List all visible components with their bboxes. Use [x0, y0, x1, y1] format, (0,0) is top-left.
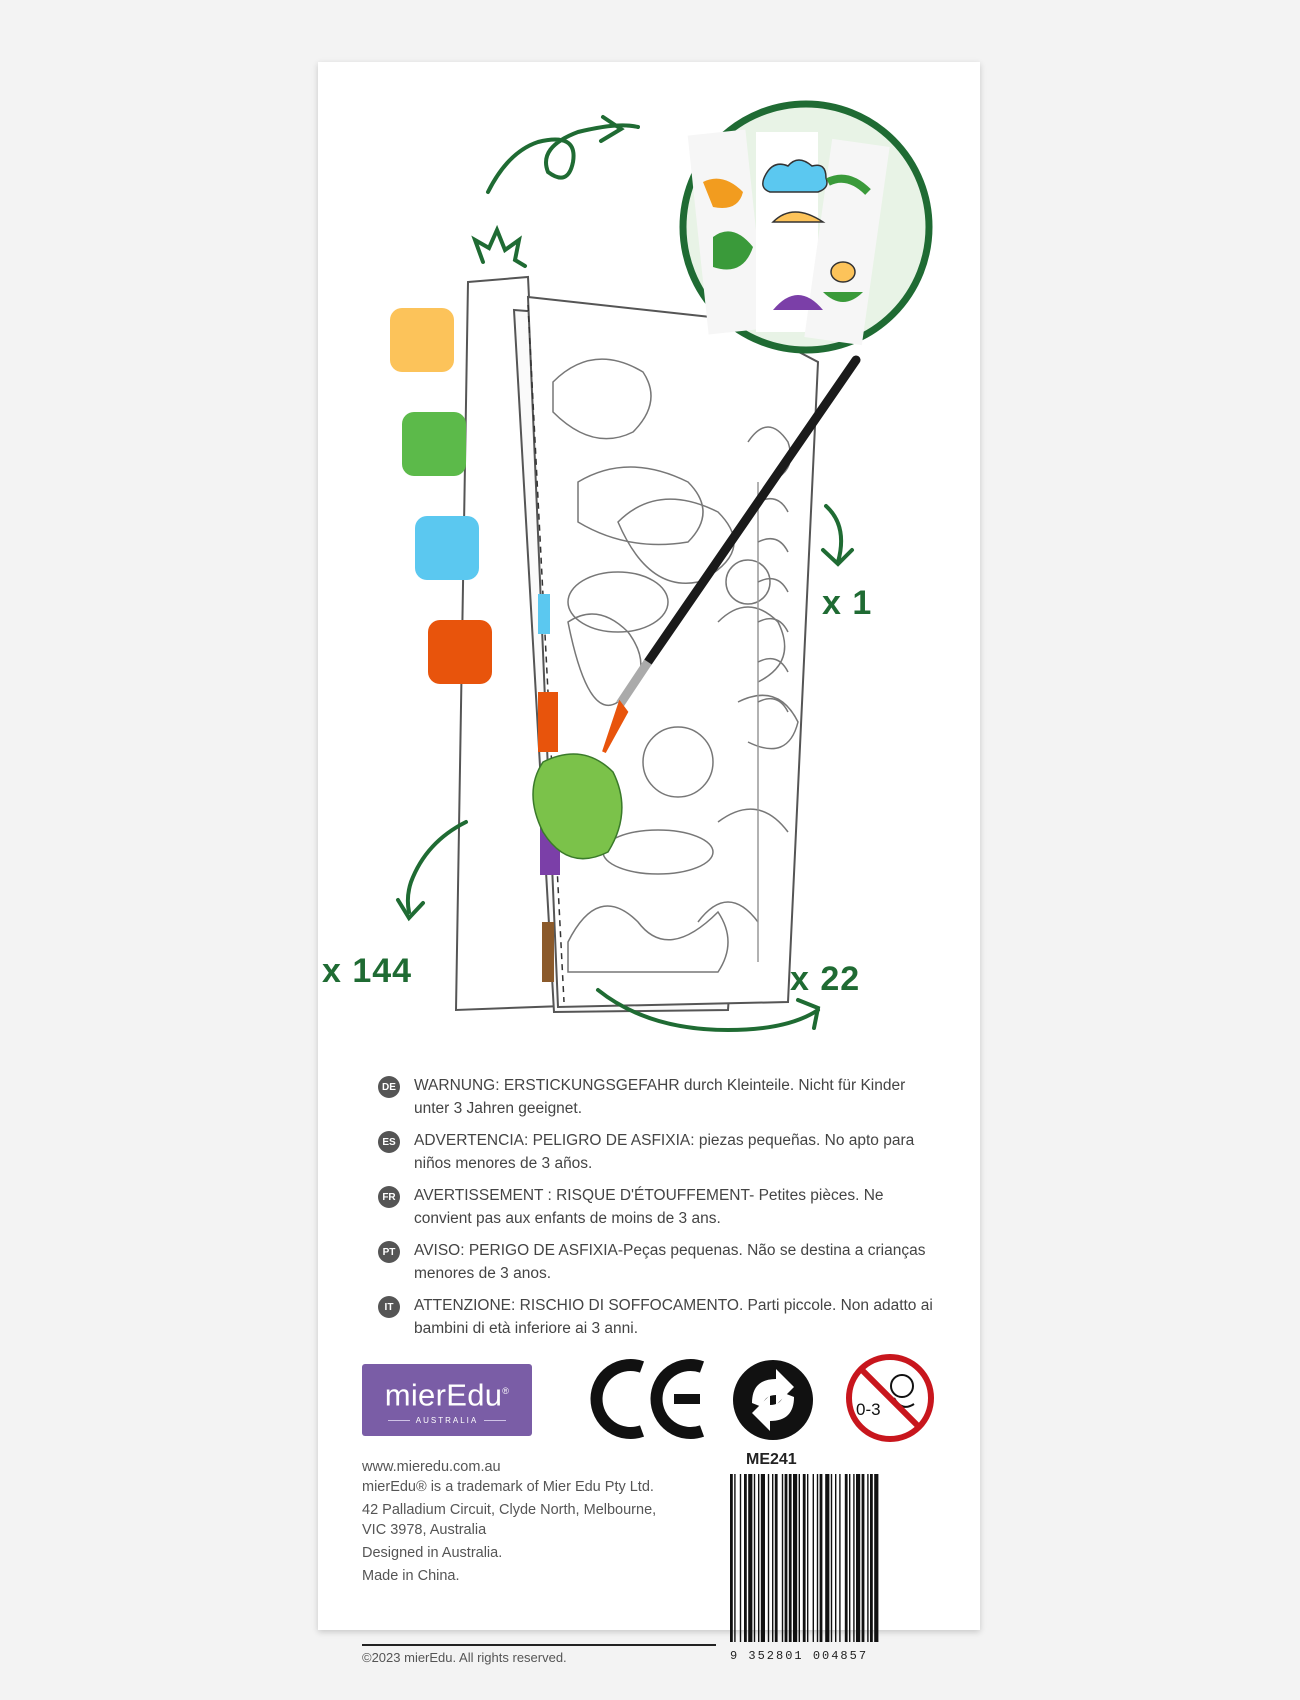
bookmark-strips [456, 277, 818, 1012]
barcode-bar [839, 1474, 840, 1642]
product-code: ME241 [746, 1451, 797, 1468]
company-info [362, 1458, 712, 1587]
strip-swatch-orange [538, 692, 558, 752]
barcode-bar [870, 1474, 873, 1642]
website: www.mieredu.com.au [362, 1459, 501, 1475]
barcode-bar [789, 1474, 792, 1642]
warning-es [378, 1129, 938, 1175]
barcode-bar [740, 1474, 741, 1642]
barcode [726, 1474, 906, 1646]
lang-badge: IT [378, 1296, 400, 1318]
warning-it [378, 1294, 938, 1340]
paint-swatch-blue [415, 516, 479, 580]
barcode-bar [874, 1474, 878, 1642]
warning-de [378, 1074, 938, 1120]
green-dot-icon [730, 1357, 816, 1443]
warning-fr [378, 1184, 938, 1230]
barcode-bar [730, 1474, 733, 1642]
divider [362, 1644, 716, 1646]
registered-mark: ® [502, 1386, 510, 1397]
barcode-bar [835, 1474, 836, 1642]
barcode-bar [793, 1474, 797, 1642]
barcode-bar [772, 1474, 773, 1642]
barcode-first-digit: 9 [730, 1649, 740, 1663]
designed-in: Designed in Australia. [362, 1545, 503, 1561]
address-line1: 42 Palladium Circuit, Clyde North, Melbourne, [362, 1502, 657, 1518]
barcode-bar [744, 1474, 747, 1642]
lang-badge: ES [378, 1131, 400, 1153]
warning-text: ADVERTENCIA: PELIGRO DE ASFIXIA: piezas pequeñas. No apto para niños menores de 3 años. [414, 1132, 915, 1172]
barcode-bar [803, 1474, 806, 1642]
trademark-note: mierEdu® is a trademark of Mier Edu Pty Ltd. [362, 1479, 654, 1495]
barcode-bar [862, 1474, 865, 1642]
barcode-bar [817, 1474, 818, 1642]
warning-list [378, 1074, 938, 1349]
barcode-bar [799, 1474, 800, 1642]
barcode-bar [813, 1474, 814, 1642]
paint-swatch-green [402, 412, 466, 476]
barcode-group1: 352801 [748, 1649, 804, 1663]
barcode-number [730, 1649, 868, 1663]
barcode-bar [768, 1474, 769, 1642]
barcode-bar [845, 1474, 848, 1642]
copyright: ©2023 mierEdu. All rights reserved. [362, 1650, 567, 1665]
barcode-bar [820, 1474, 823, 1642]
barcode-bar [782, 1474, 783, 1642]
warning-text: WARNUNG: ERSTICKUNGSGEFAHR durch Kleinteile. Nicht für Kinder unter 3 Jahren geeignet. [414, 1077, 906, 1117]
bookmarks-quantity: x 22 [790, 960, 861, 998]
barcode-bar [748, 1474, 752, 1642]
barcode-bar [734, 1474, 735, 1642]
barcode-bar [761, 1474, 765, 1642]
barcode-bar [853, 1474, 854, 1642]
barcode-bar [758, 1474, 759, 1642]
barcode-group2: 004857 [812, 1649, 869, 1663]
barcode-bar [849, 1474, 850, 1642]
warning-pt [378, 1239, 938, 1285]
lang-badge: PT [378, 1241, 400, 1263]
made-in: Made in China. [362, 1568, 460, 1584]
paint-swatch-yellow [390, 308, 454, 372]
brand-name: mierEdu [384, 1377, 503, 1413]
paints-quantity: x 144 [322, 952, 413, 990]
lang-badge: DE [378, 1076, 400, 1098]
paint-swatch-orange [428, 620, 492, 684]
warning-text: AVERTISSEMENT : RISQUE D'ÉTOUFFEMENT- Petites pièces. Ne convient pas aux enfants de moins de 3 ans. [414, 1187, 884, 1227]
barcode-bar [867, 1474, 868, 1642]
warning-text: AVISO: PERIGO DE ASFIXIA-Peças pequenas. Não se destina a crianças menores de 3 anos. [414, 1242, 926, 1282]
brand-region: AUSTRALIA [415, 1415, 479, 1425]
warning-text: ATTENZIONE: RISCHIO DI SOFFOCAMENTO. Parti piccole. Non adatto ai bambini di età inferiore ai 3 anni. [414, 1297, 933, 1337]
brand-logo [362, 1364, 532, 1436]
ce-mark-icon [590, 1357, 710, 1441]
barcode-bar [825, 1474, 829, 1642]
strip-swatch-blue [538, 594, 550, 634]
barcode-bar [856, 1474, 860, 1642]
barcode-bar [754, 1474, 755, 1642]
barcode-bar [775, 1474, 778, 1642]
barcode-bar [785, 1474, 788, 1642]
barcode-bar [831, 1474, 832, 1642]
zoom-circle [683, 104, 929, 350]
strip-swatch-brown [542, 922, 554, 982]
lang-badge: FR [378, 1186, 400, 1208]
age-warning-icon [844, 1352, 936, 1444]
barcode-bar [807, 1474, 808, 1642]
address-line2: VIC 3978, Australia [362, 1522, 487, 1538]
product-card [318, 62, 980, 1665]
age-range-label: 0-3 [856, 1400, 881, 1419]
brush-quantity: x 1 [822, 584, 873, 622]
